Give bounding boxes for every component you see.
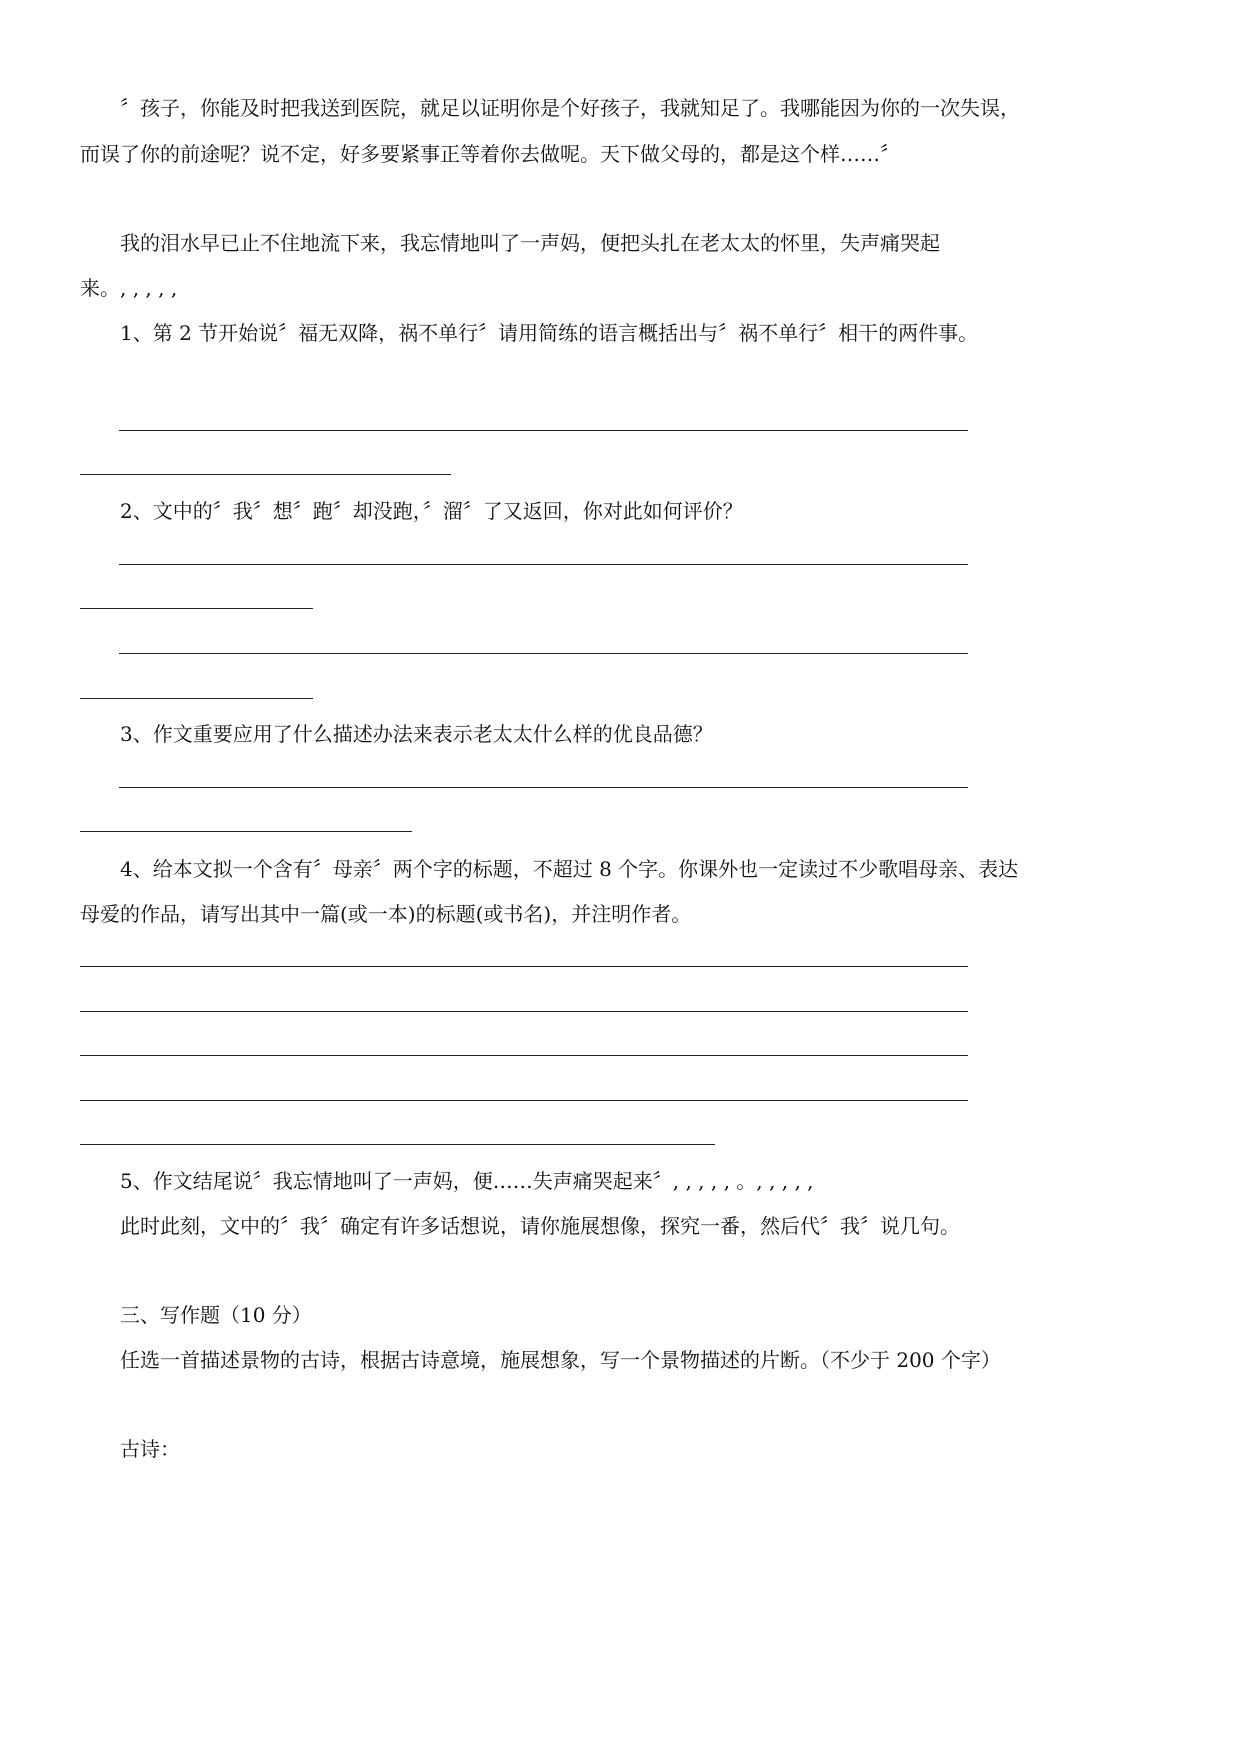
question-1: 1、第 2 节开始说〞福无双降，祸不单行〞请用简练的语言概括出与〞祸不单行〞相干的两件事。 bbox=[120, 321, 979, 345]
answer-line bbox=[119, 653, 968, 654]
answer-line bbox=[80, 1055, 968, 1056]
story-paragraph-2-line-1: 我的泪水早已止不住地流下来，我忘情地叫了一声妈，便把头扎在老太太的怀里，失声痛哭起 bbox=[120, 231, 940, 255]
answer-line bbox=[119, 564, 968, 565]
question-5-line-1: 5、作文结尾说〞我忘情地叫了一声妈，便……失声痛哭起来〞, , , , , 。, , , , , bbox=[120, 1169, 814, 1193]
question-2: 2、文中的〞我〞想〞跑〞却没跑，〞溜〞了又返回，你对此如何评价？ bbox=[120, 499, 743, 523]
answer-line bbox=[80, 1011, 968, 1012]
answer-line bbox=[80, 474, 451, 475]
answer-line bbox=[80, 698, 313, 699]
story-paragraph-1-line-2: 而误了你的前途呢？说不定，好多要紧事正等着你去做呢。天下做父母的，都是这个样……〞 bbox=[80, 142, 900, 166]
question-4-line-2: 母爱的作品，请写出其中一篇(或一本)的标题(或书名)，并注明作者。 bbox=[80, 902, 692, 926]
writing-instruction: 任选一首描述景物的古诗，根据古诗意境，施展想象，写一个景物描述的片断。（不少于 200 个字） bbox=[120, 1348, 1001, 1372]
story-paragraph-2-line-2: 来。, , , , , bbox=[80, 276, 178, 300]
writing-section-heading: 三、写作题（10 分） bbox=[120, 1303, 312, 1327]
answer-line bbox=[119, 430, 968, 431]
answer-line bbox=[80, 831, 412, 832]
answer-line bbox=[80, 1100, 968, 1101]
answer-line bbox=[80, 608, 313, 609]
story-paragraph-1-line-1: 〞孩子，你能及时把我送到医院，就足以证明你是个好孩子，我就知足了。我哪能因为你的一次失误， bbox=[120, 96, 1020, 120]
answer-line bbox=[80, 1144, 715, 1145]
poem-label: 古诗： bbox=[120, 1437, 180, 1461]
answer-line bbox=[119, 787, 968, 788]
question-3: 3、作文重要应用了什么描述办法来表示老太太什么样的优良品德？ bbox=[120, 722, 713, 746]
question-5-line-2: 此时此刻，文中的〞我〞确定有许多话想说，请你施展想像，探究一番，然后代〞我〞说几句。 bbox=[120, 1214, 960, 1238]
question-4-line-1: 4、给本文拟一个含有〞母亲〞两个字的标题，不超过 8 个字。你课外也一定读过不少歌唱母亲、表达 bbox=[120, 857, 1019, 881]
answer-line bbox=[80, 966, 968, 967]
